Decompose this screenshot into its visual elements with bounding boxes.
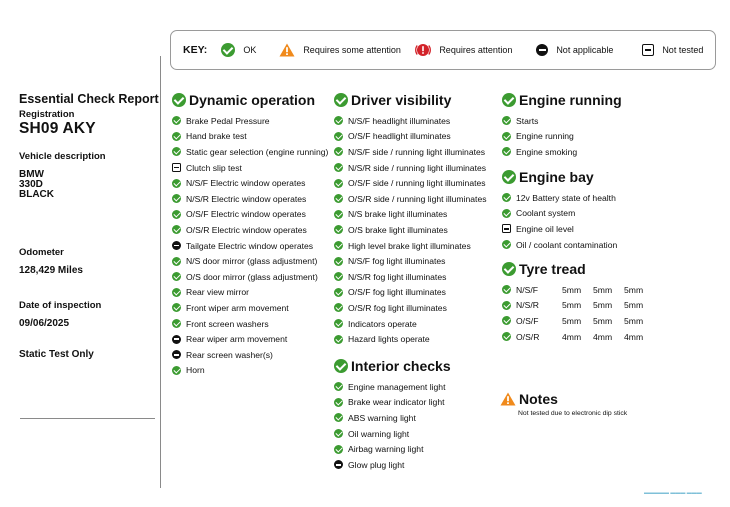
check-item-label: N/S door mirror (glass adjustment) [186,256,318,267]
check-item [334,269,487,285]
check-item-label: Indicators operate [348,318,417,329]
interior-checks-heading [334,356,451,376]
ok-icon [172,257,181,266]
ok-icon [502,209,511,218]
requires-attention-icon [415,42,431,58]
engine-running-heading [502,90,622,110]
ok-icon [172,147,181,156]
ok-icon [172,116,181,125]
check-item-label: N/S/R side / running light illuminates [348,162,487,173]
tyre-tread-table [502,282,655,344]
ok-icon [172,93,186,107]
check-item [172,347,328,363]
ok-icon [172,194,181,203]
check-item [172,129,328,145]
ok-icon [502,332,511,341]
ok-icon [334,429,343,438]
check-item [334,113,487,129]
check-item-label: Tailgate Electric window operates [186,240,314,251]
dynamic-operation-title: Dynamic operation [189,92,316,108]
odometer-label: Odometer [19,247,64,258]
tyre-reading: 4mm [593,331,613,342]
check-item-label: Engine oil level [516,223,574,234]
tyre-position: O/S/R [516,331,540,342]
check-item-label: Coolant system [516,208,576,219]
tyre-row [502,282,655,298]
tyre-row [502,329,655,345]
engine-bay-list [502,190,617,252]
inspection-date-label: Date of inspection [19,300,102,311]
check-item-label: High level brake light illuminates [348,240,471,251]
ok-icon [334,147,343,156]
ok-icon [334,272,343,281]
key-item-ok [221,43,279,57]
check-item [172,238,328,254]
tyre-position: N/S/R [516,300,539,311]
check-item [502,113,622,129]
check-item-label: Rear wiper arm movement [186,334,288,345]
vehicle-description [19,170,159,200]
check-item-label: Rear screen washer(s) [186,349,273,360]
check-item-label: Brake wear indicator light [348,397,445,408]
check-item-label: N/S/F fog light illuminates [348,256,446,267]
check-item [172,316,328,332]
dynamic-operation-heading [172,90,328,110]
ok-icon [502,262,516,276]
check-item [334,316,487,332]
ok-icon [334,359,348,373]
check-item-label: Airbag warning light [348,444,424,455]
check-item-label: Clutch slip test [186,162,242,173]
not-tested-icon [642,44,654,56]
vehicle-sidebar [19,92,159,360]
check-item [334,175,487,191]
check-item-label: O/S/F side / running light illuminates [348,178,486,189]
ok-icon [502,116,511,125]
check-item [502,206,617,222]
check-item [334,410,451,426]
not-tested-icon [502,224,511,233]
check-item-label: O/S/R fog light illuminates [348,302,447,313]
check-item [172,222,328,238]
check-item-label: Front wiper arm movement [186,302,289,313]
ok-icon [502,170,516,184]
ok-icon [172,132,181,141]
key-item-some-attention [279,43,415,57]
ok-icon [502,301,511,310]
check-item-label: Oil warning light [348,428,410,439]
key-label-not-applicable: Not applicable [556,45,614,55]
check-item [172,175,328,191]
check-item-label: O/S door mirror (glass adjustment) [186,271,318,282]
ok-icon [502,240,511,249]
check-item-label: O/S/R Electric window operates [186,224,307,235]
key-label-not-tested: Not tested [662,45,704,55]
check-item-label: Horn [186,365,205,376]
check-item-label: Engine management light [348,381,446,392]
vehicle-colour: BLACK [19,189,54,200]
check-item-label: O/S brake light illuminates [348,224,448,235]
ok-icon [334,288,343,297]
check-item [334,129,487,145]
check-item [334,395,451,411]
driver-visibility-title: Driver visibility [351,92,452,108]
check-item [334,300,487,316]
engine-running-title: Engine running [519,92,622,108]
key-legend [170,30,716,70]
check-item [502,129,622,145]
check-item [172,160,328,176]
check-item [172,300,328,316]
key-label-ok: OK [243,45,257,55]
check-item-label: N/S/R fog light illuminates [348,271,447,282]
check-item-label: Glow plug light [348,459,405,470]
tyre-tread-heading [502,259,655,279]
registration-value: SH09 AKY [19,120,96,137]
engine-running-section [502,90,622,160]
check-item-label: N/S/F headlight illuminates [348,115,451,126]
tyre-reading: 5mm [593,284,613,295]
check-item [334,285,487,301]
vehicle-description-label: Vehicle description [19,151,106,162]
ok-icon [334,225,343,234]
engine-running-list [502,113,622,160]
ok-icon [334,335,343,344]
check-item [334,441,451,457]
driver-visibility-heading [334,90,487,110]
key-label-attention: Requires attention [439,45,513,55]
check-item-label: O/S/F headlight illuminates [348,131,451,142]
tyre-reading: 5mm [562,300,582,311]
check-item-label: N/S/F Electric window operates [186,178,306,189]
ok-icon [334,179,343,188]
check-item [334,238,487,254]
tyre-reading: 4mm [624,331,644,342]
ok-icon [334,210,343,219]
ok-icon [334,132,343,141]
check-item-label: Brake Pedal Pressure [186,115,270,126]
ok-icon [172,366,181,375]
key-item-not-tested [642,44,703,56]
ok-icon [172,210,181,219]
tyre-reading: 5mm [624,300,644,311]
ok-icon [502,93,516,107]
check-item-label: Engine running [516,131,574,142]
check-item [334,222,487,238]
not-applicable-icon [536,44,548,56]
not-applicable-icon [172,241,181,250]
key-item-not-applicable [536,44,642,56]
check-item-label: N/S/F side / running light illuminates [348,146,486,157]
ok-icon [334,445,343,454]
check-item-label: Hazard lights operate [348,334,430,345]
ok-icon [334,303,343,312]
check-item [334,253,487,269]
tyre-row [502,313,655,329]
check-item-label: 12v Battery state of health [516,192,616,203]
requires-some-attention-icon [279,43,295,57]
notes-heading [500,391,627,407]
ok-icon [334,413,343,422]
tyre-position: O/S/F [516,315,539,326]
ok-icon [334,319,343,328]
tyre-reading: 5mm [562,315,582,326]
check-item [334,426,451,442]
interior-checks-list [334,379,451,473]
ok-icon [334,398,343,407]
key-item-attention [415,42,536,58]
tyre-reading: 5mm [593,300,613,311]
driver-visibility-section [334,90,487,347]
ok-icon [334,93,348,107]
tyre-reading: 5mm [593,315,613,326]
footer-watermark: ▬▬▬▬▬ ▬▬▬ ▬▬▬ [644,490,702,496]
check-item [502,237,617,253]
not-applicable-icon [334,460,343,469]
ok-icon [334,241,343,250]
check-item [172,191,328,207]
key-label-some-attention: Requires some attention [303,45,401,55]
ok-icon [172,319,181,328]
check-item [172,269,328,285]
inspection-date-value: 09/06/2025 [19,318,70,329]
check-item [172,285,328,301]
not-applicable-icon [172,350,181,359]
ok-icon [172,303,181,312]
ok-icon [502,147,511,156]
check-item [502,144,622,160]
check-item [334,160,487,176]
check-item-label: O/S/F Electric window operates [186,209,306,220]
interior-checks-section [334,356,451,473]
vehicle-model: 330D [19,179,43,190]
ok-icon [502,193,511,202]
check-item [172,113,328,129]
tyre-tread-section [502,259,655,344]
ok-icon [502,285,511,294]
registration-label: Registration [19,109,75,120]
check-item-label: Hand brake test [186,131,247,142]
check-item [172,253,328,269]
ok-icon [334,382,343,391]
tyre-reading: 5mm [624,315,644,326]
check-item [172,207,328,223]
check-item-label: O/S/F fog light illuminates [348,287,446,298]
check-item-label: Rear view mirror [186,287,250,298]
tyre-row [502,298,655,314]
report-title: Essential Check Report [19,92,159,106]
notes-text: Not tested due to electronic dip stick [518,410,628,417]
ok-icon [334,163,343,172]
test-type: Static Test Only [19,349,94,360]
check-item [172,331,328,347]
warning-icon [500,392,516,406]
sidebar-bottom-divider [20,418,155,419]
check-item-label: ABS warning light [348,412,416,423]
ok-icon [221,43,235,57]
vehicle-make: BMW [19,169,44,180]
check-item-label: Engine smoking [516,146,578,157]
ok-icon [172,179,181,188]
check-item-label: Oil / coolant contamination [516,239,618,250]
check-item [334,191,487,207]
notes-title: Notes [519,391,558,407]
ok-icon [502,316,511,325]
engine-bay-heading [502,167,617,187]
check-item [172,144,328,160]
ok-icon [172,288,181,297]
check-item [172,363,328,379]
check-item [334,207,487,223]
ok-icon [172,272,181,281]
dynamic-operation-section [172,90,328,378]
key-title: KEY: [183,44,208,56]
ok-icon [334,116,343,125]
ok-icon [172,225,181,234]
tyre-reading: 5mm [562,284,582,295]
check-item-label: O/S/R side / running light illuminates [348,193,487,204]
check-item [502,190,617,206]
driver-visibility-list [334,113,487,347]
check-item-label: N/S brake light illuminates [348,209,448,220]
tyre-position: N/S/F [516,284,538,295]
check-item-label: Front screen washers [186,318,269,329]
check-item [334,379,451,395]
not-applicable-icon [172,335,181,344]
ok-icon [502,132,511,141]
sidebar-divider [160,56,161,488]
tyre-reading: 5mm [624,284,644,295]
notes-section [500,391,627,417]
tyre-reading: 4mm [562,331,582,342]
not-tested-icon [172,163,181,172]
odometer-value: 128,429 Miles [19,265,83,276]
check-item [502,221,617,237]
dynamic-operation-list [172,113,328,378]
interior-checks-title: Interior checks [351,358,451,374]
check-item-label: N/S/R Electric window operates [186,193,307,204]
engine-bay-title: Engine bay [519,169,594,185]
check-item-label: Static gear selection (engine running) [186,146,329,157]
check-item [334,331,487,347]
check-item [334,144,487,160]
ok-icon [334,194,343,203]
ok-icon [334,257,343,266]
engine-bay-section [502,167,617,252]
check-item-label: Starts [516,115,539,126]
tyre-tread-title: Tyre tread [519,261,586,277]
check-item [334,457,451,473]
